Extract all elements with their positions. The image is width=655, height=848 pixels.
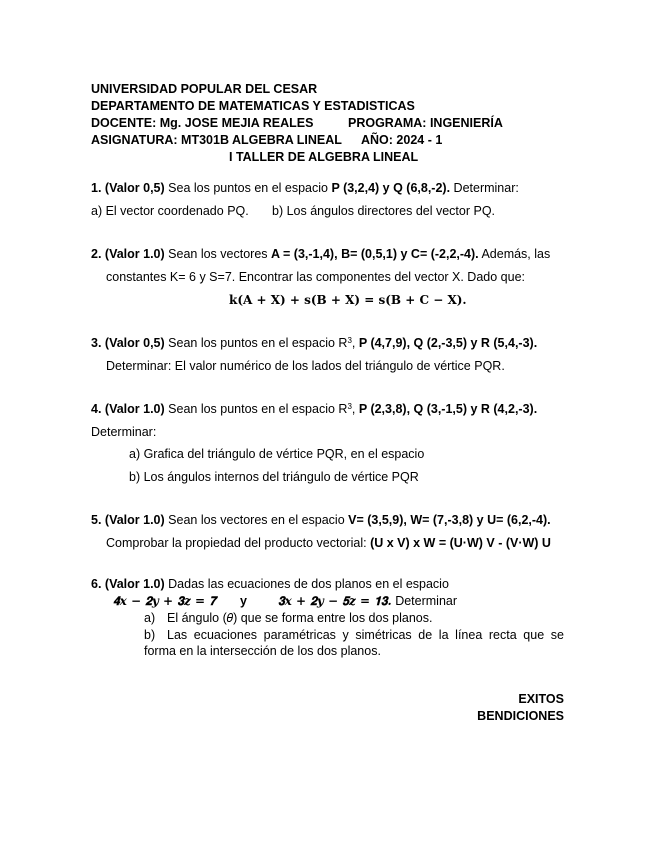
problem-3-number: 3. bbox=[91, 336, 102, 350]
problem-2-number: 2. bbox=[91, 247, 102, 261]
problem-5-identity: (U x V) x W = (U·W) V - (V·W) U bbox=[370, 536, 551, 550]
problem-2-text: Sean los vectores bbox=[168, 247, 268, 261]
problem-2-tail: Además, las bbox=[481, 247, 551, 261]
problem-4-line-1: 4. (Valor 1.0) Sean los puntos en el espacio $R^3$, P (2,3,8), Q (3,-1,5) y R (4,2,-3). bbox=[91, 402, 538, 416]
academic-year: AÑO: 2024 - 1 bbox=[361, 133, 443, 147]
page-title: I TALLER DE ALGEBRA LINEAL bbox=[229, 150, 419, 164]
problem-2-line-1 bbox=[91, 246, 550, 262]
problem-1-number: 1. bbox=[91, 181, 102, 195]
problem-6-and: y bbox=[240, 594, 247, 608]
teacher-name: DOCENTE: Mg. JOSE MEJIA REALES bbox=[91, 116, 314, 130]
closing-bendiciones: BENDICIONES bbox=[477, 709, 564, 723]
problem-6-plane-2: 𝟑𝒙 + 𝟐𝒚 − 𝟓𝒛 = 𝟏𝟑. bbox=[278, 594, 392, 608]
problem-5-text: Sean los vectores en el espacio bbox=[168, 513, 345, 527]
problem-4-item-a: a) Grafica del triángulo de vértice PQR, en el espacio bbox=[129, 447, 425, 461]
problem-3-exponent: 3 bbox=[347, 336, 352, 345]
problem-2-and: y bbox=[400, 247, 408, 261]
problem-5-instruction: Comprobar la propiedad del producto vectorial: bbox=[106, 536, 367, 550]
problem-2-vector-a: A = (3,-1,4), bbox=[271, 247, 338, 261]
problem-1-tail: Determinar: bbox=[453, 181, 519, 195]
problem-1-value: (Valor 0,5) bbox=[104, 181, 165, 195]
problem-6-plane-1: 𝟒𝒙 − 𝟐𝒚 + 𝟑𝒛 = 𝟕 bbox=[113, 594, 216, 608]
problem-3-text: Sean los puntos en el espacio R bbox=[168, 336, 348, 350]
problem-4-item-b: b) Los ángulos internos del triángulo de vértice PQR bbox=[129, 470, 419, 484]
problem-6-line-2 bbox=[113, 593, 216, 609]
problem-6-item-a: El ángulo (𝜃) que se forma entre los dos planos. bbox=[167, 611, 433, 625]
problem-1-item-b: b) Los ángulos directores del vector PQ. bbox=[272, 204, 496, 218]
problem-2-vector-b: B= (0,5,1) bbox=[341, 247, 397, 261]
problem-6-value: (Valor 1.0) bbox=[104, 577, 165, 591]
problem-5-value: (Valor 1.0) bbox=[104, 513, 165, 527]
problem-6-number: 6. bbox=[91, 577, 102, 591]
problem-5-number: 5. bbox=[91, 513, 102, 527]
problem-6-b-label: b) bbox=[144, 628, 156, 642]
problem-3-points: P (4,7,9), Q (2,-3,5) y R (5,4,-3). bbox=[358, 336, 538, 350]
problem-1-points: P (3,2,4) y Q (6,8,-2). bbox=[331, 181, 451, 195]
problem-1-line-1 bbox=[91, 180, 519, 196]
problem-2-line-2: constantes K= 6 y S=7. Encontrar las componentes del vector X. Dado que: bbox=[106, 270, 525, 284]
problem-3-line-2: Determinar: El valor numérico de los lados del triángulo de vértice PQR. bbox=[106, 359, 505, 373]
problem-4-value: (Valor 1.0) bbox=[104, 402, 165, 416]
problem-5-vectors: V= (3,5,9), W= (7,-3,8) y U= (6,2,-4). bbox=[348, 513, 551, 527]
problem-3-value: (Valor 0,5) bbox=[104, 336, 165, 350]
problem-1-text: Sea los puntos en el espacio bbox=[168, 181, 328, 195]
problem-6-line-2b bbox=[278, 593, 457, 609]
problem-5-line-2 bbox=[106, 535, 551, 551]
problem-4-exponent: 3 bbox=[347, 402, 352, 411]
problem-5-line-1 bbox=[91, 512, 551, 528]
closing-exitos: EXITOS bbox=[518, 692, 564, 706]
problem-2-equation: 𝐤(𝐀 + 𝐗) + 𝐬(𝐁 + 𝐗) = 𝐬(𝐁 + 𝐂 − 𝐗). bbox=[229, 293, 467, 307]
problem-1-item-a: a) El vector coordenado PQ. bbox=[91, 204, 249, 218]
problem-6-text: Dadas las ecuaciones de dos planos en el espacio bbox=[168, 577, 449, 591]
problem-4-line-2: Determinar: bbox=[91, 425, 157, 439]
problem-4-points: P (2,3,8), Q (3,-1,5) y R (4,2,-3). bbox=[358, 402, 538, 416]
department-name: DEPARTAMENTO DE MATEMATICAS Y ESTADISTICAS bbox=[91, 99, 415, 113]
problem-4-text: Sean los puntos en el espacio R bbox=[168, 402, 348, 416]
problem-6-item-b: Las ecuaciones paramétricas y simétricas de la línea recta que se forma en la intersección de los dos planos. bbox=[144, 628, 564, 658]
problem-6-tail: Determinar bbox=[395, 594, 458, 608]
problem-3-line-1: 3. (Valor 0,5) Sean los puntos en el espacio $R^3$, P (4,7,9), Q (2,-3,5) y R (5,4,-3). bbox=[91, 336, 538, 350]
university-name: UNIVERSIDAD POPULAR DEL CESAR bbox=[91, 82, 318, 96]
problem-4-number: 4. bbox=[91, 402, 102, 416]
problem-2-value: (Valor 1.0) bbox=[104, 247, 165, 261]
program-name: PROGRAMA: INGENIERÍA bbox=[348, 116, 503, 130]
subject-name: ASIGNATURA: MT301B ALGEBRA LINEAL bbox=[91, 133, 342, 147]
problem-6-a-label: a) bbox=[144, 611, 156, 625]
problem-6-line-1 bbox=[91, 576, 449, 592]
problem-2-vector-c: C= (-2,2,-4). bbox=[410, 247, 479, 261]
